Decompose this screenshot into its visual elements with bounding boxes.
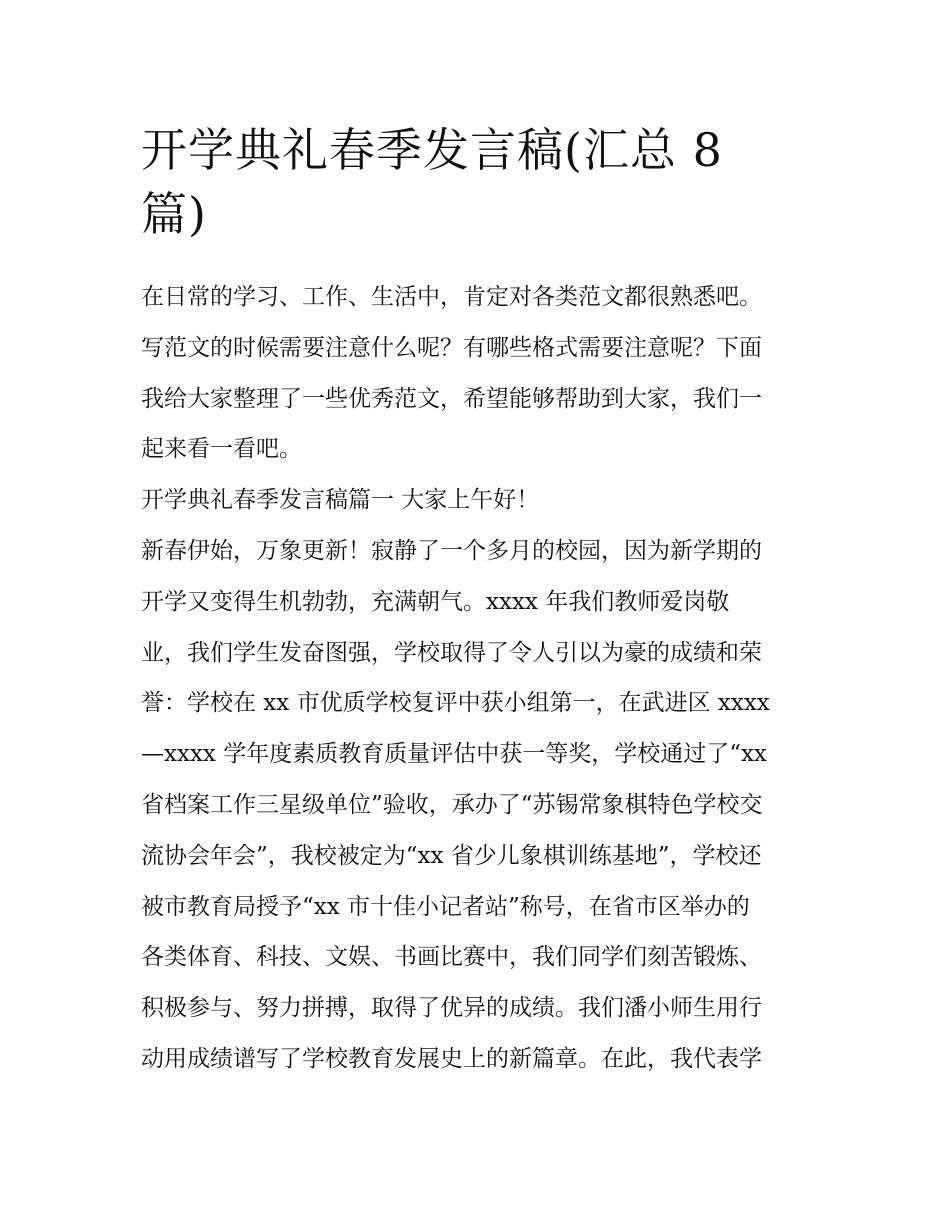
document-title <box>141 118 813 246</box>
text-line: 被市教育局授予“xx 市十佳小记者站”称号，在省市区举办的 <box>141 893 750 920</box>
text-line: —xxxx 学年度素质教育质量评估中获一等奖，学校通过了“xx <box>141 741 767 768</box>
intro-paragraph <box>141 272 813 475</box>
text-line: 各类体育、科技、文娱、书画比赛中，我们同学们刻苦锻炼、 <box>141 944 762 971</box>
text-line: 积极参与、努力拼搏，取得了优异的成绩。我们潘小师生用行 <box>141 995 762 1022</box>
text-line: 动用成绩谱写了学校教育发展史上的新篇章。在此，我代表学 <box>141 1045 762 1072</box>
text-line: 我给大家整理了一些优秀范文，希望能够帮助到大家，我们一 <box>141 385 762 412</box>
text-line: 在日常的学习、工作、生活中，肯定对各类范文都很熟悉吧。 <box>141 284 762 310</box>
text-line: 省档案工作三星级单位”验收，承办了“苏锡常象棋特色学校交 <box>141 791 763 818</box>
text-line: 业，我们学生发奋图强，学校取得了令人引以为豪的成绩和荣 <box>141 639 762 666</box>
document-body <box>141 118 813 1085</box>
text-line: 誉：学校在 xx 市优质学校复评中获小组第一，在武进区 xxxx <box>141 690 770 717</box>
title-line: 篇) <box>141 187 207 241</box>
text-line: 写范文的时候需要注意什么呢？有哪些格式需要注意呢？下面 <box>141 334 762 361</box>
text-line: 开学典礼春季发言稿篇一 大家上午好！ <box>141 487 540 514</box>
text-line: 新春伊始，万象更新！寂静了一个多月的校园，因为新学期的 <box>141 537 762 564</box>
section-heading-paragraph <box>141 475 813 526</box>
text-line: 起来看一看吧。 <box>141 436 302 463</box>
speech-paragraph <box>141 526 813 1085</box>
text-line: 流协会年会”，我校被定为“xx 省少儿象棋训练基地”，学校还 <box>141 842 762 869</box>
title-line: 开学典礼春季发言稿(汇总 8 <box>141 123 723 177</box>
text-line: 开学又变得生机勃勃，充满朝气。xxxx 年我们教师爱岗敬 <box>141 588 730 615</box>
